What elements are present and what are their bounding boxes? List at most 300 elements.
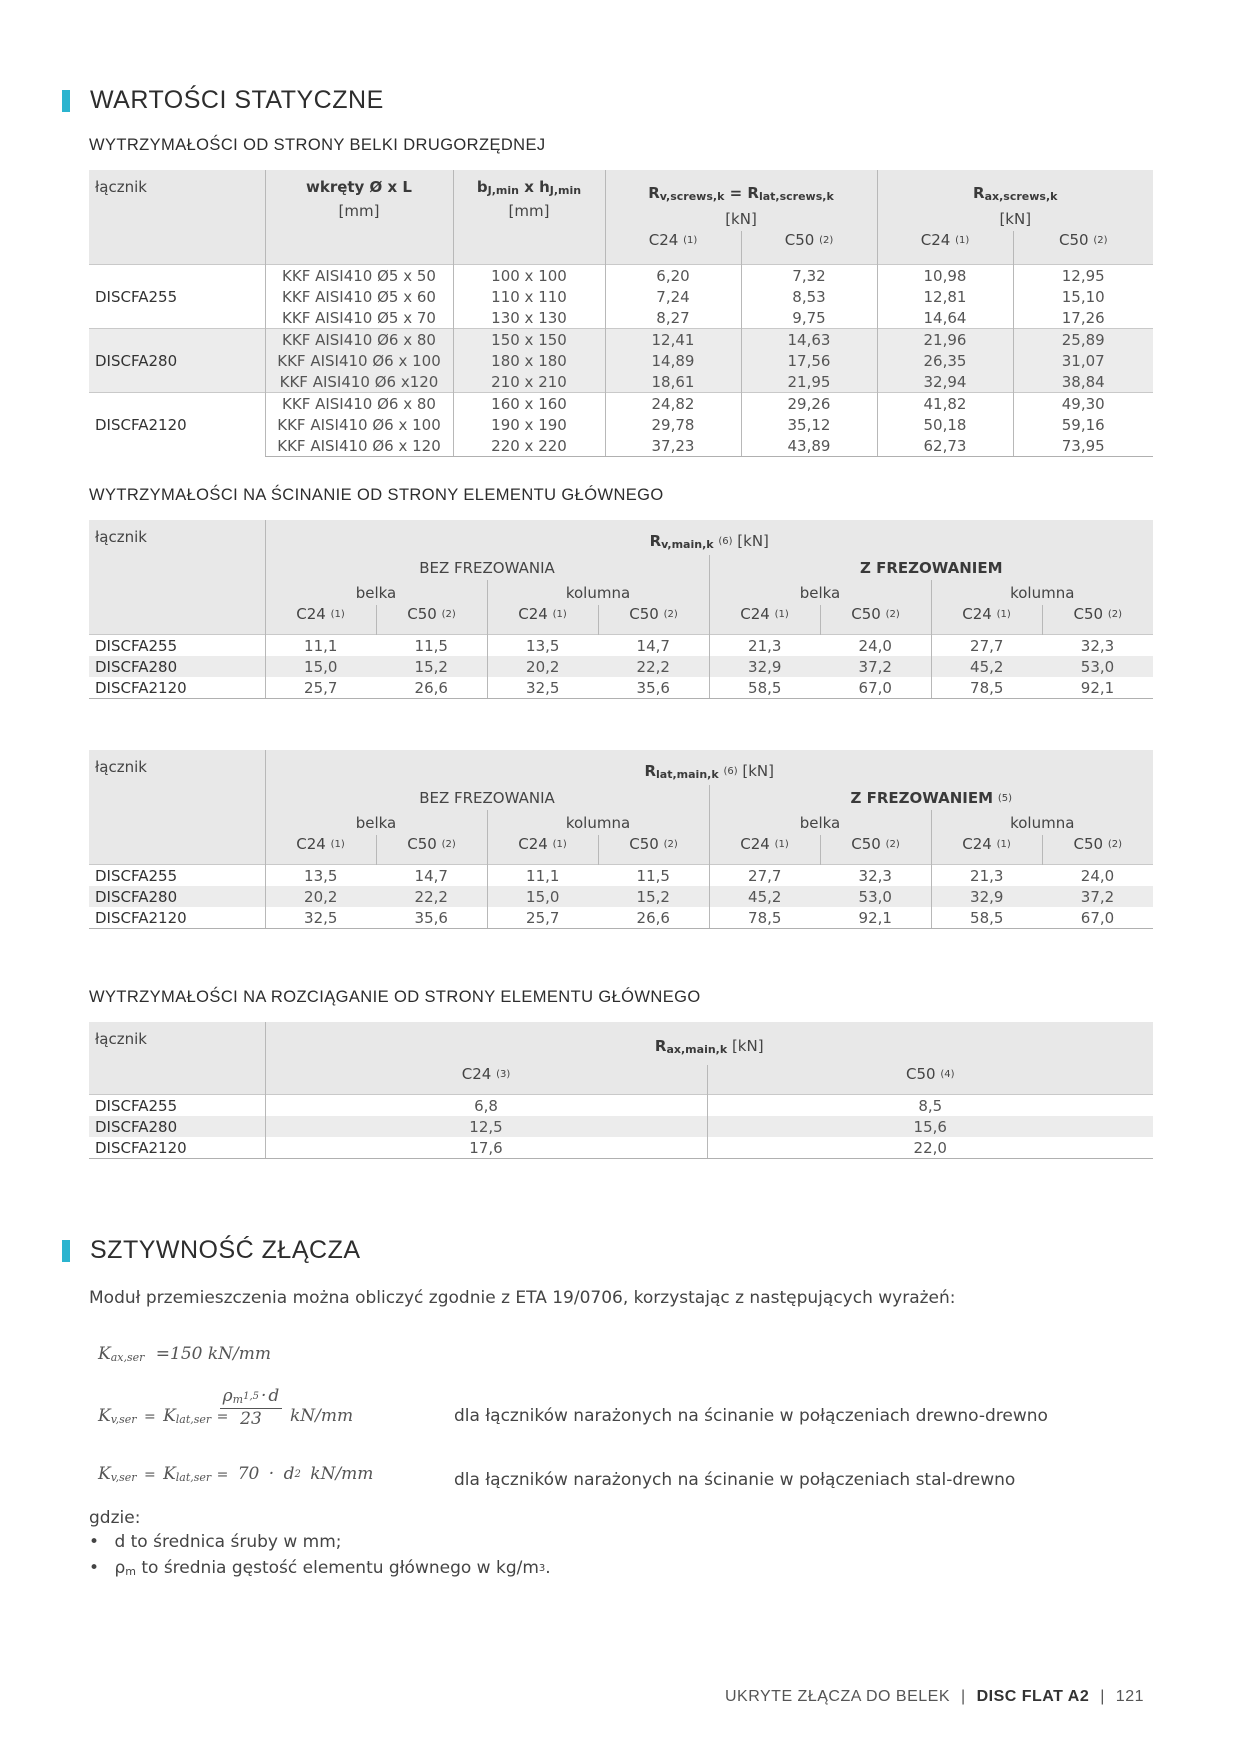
footer-product: DISC FLAT A2	[976, 1688, 1090, 1705]
table-cell: 12,81	[877, 286, 1013, 307]
f2-K2: K	[163, 1406, 176, 1426]
ref: (2)	[441, 838, 456, 850]
f2-fraction	[220, 1386, 282, 1429]
c24-label: C24	[518, 604, 548, 623]
col-c50	[1042, 605, 1153, 635]
f2-eq2: =	[216, 1409, 229, 1425]
table-cell: 10,98	[877, 265, 1013, 287]
col-header-connector: łącznik	[89, 1022, 265, 1095]
table-cell: 8,5	[707, 1095, 1153, 1117]
col-c24	[265, 605, 376, 635]
main-ref: (6)	[723, 765, 738, 777]
table-cell: 14,64	[877, 307, 1013, 329]
table-cell: 6,20	[605, 265, 741, 287]
table-cell: 41,82	[877, 393, 1013, 415]
table-cell: KKF AISI410 Ø6 x 120	[265, 435, 453, 457]
table-cell: 45,2	[709, 886, 820, 907]
c50-label: C50	[629, 834, 659, 853]
group-with-milling-label: Z FREZOWANIEM	[859, 558, 1003, 577]
table-cell: 38,84	[1013, 371, 1153, 393]
table-cell: 37,2	[1042, 886, 1153, 907]
table-cell: 45,2	[931, 656, 1042, 677]
table-row	[89, 886, 1153, 907]
table-cell: 25,7	[265, 677, 376, 699]
table-cell: 15,2	[376, 656, 487, 677]
f2-K: K	[98, 1406, 111, 1426]
col-header-connector: łącznik	[89, 170, 265, 265]
ref: (1)	[774, 608, 789, 620]
bullet2-end: .	[545, 1558, 551, 1578]
table-cell: KKF AISI410 Ø5 x 70	[265, 307, 453, 329]
bullet2-text	[114, 1558, 550, 1578]
ref: (2)	[885, 838, 900, 850]
table-cell: 110 x 110	[453, 286, 605, 307]
table-row	[89, 265, 1153, 287]
ref: (2)	[819, 235, 834, 247]
rho-sub: m	[125, 1565, 136, 1578]
table-cell: 35,6	[598, 677, 709, 699]
table-cell: 18,61	[605, 371, 741, 393]
c50-label: C50	[851, 604, 881, 623]
table-cell: 15,10	[1013, 286, 1153, 307]
f3-sub1: v,ser	[110, 1471, 137, 1484]
col-c50	[1042, 835, 1153, 865]
rax-unit: [kN]	[877, 207, 1153, 231]
ref: (1)	[552, 838, 567, 850]
connector-name: DISCFA2120	[89, 677, 265, 699]
ref: (1)	[996, 838, 1011, 850]
col-c24	[709, 605, 820, 635]
stiffness-intro: Moduł przemieszczenia można obliczyć zgodnie z ETA 19/0706, korzystając z następujących wyrażeń:	[89, 1288, 956, 1308]
table-cell: KKF AISI410 Ø6 x120	[265, 371, 453, 393]
rv-label	[648, 184, 834, 202]
connector-name: DISCFA2120	[89, 393, 265, 457]
main-sub: lat,main,k	[656, 767, 719, 781]
c50-label: C50	[784, 231, 815, 250]
col-c50	[376, 835, 487, 865]
member-beam: belka	[265, 810, 487, 835]
c24-label: C24	[461, 1064, 492, 1083]
table-cell: 22,2	[376, 886, 487, 907]
bj-x: x h	[518, 178, 550, 196]
bullet-item-density	[89, 1558, 551, 1578]
group-with-milling	[709, 555, 1153, 580]
c50-label: C50	[1073, 834, 1104, 853]
f3-const: 70	[237, 1464, 260, 1484]
ref: (2)	[1093, 235, 1108, 247]
col-c50	[820, 835, 931, 865]
ref: (1)	[774, 838, 789, 850]
c24-label: C24	[740, 604, 770, 623]
footer-section: UKRYTE ZŁĄCZA DO BELEK	[725, 1688, 950, 1705]
connector-name: DISCFA280	[89, 1116, 265, 1137]
table-cell: 59,16	[1013, 414, 1153, 435]
page-footer	[725, 1688, 1144, 1706]
rax-c24	[877, 231, 1013, 264]
f3-d: d	[283, 1464, 295, 1484]
table-cell: 150 x 150	[453, 329, 605, 351]
col-c24	[709, 835, 820, 865]
table-cell: 11,1	[265, 635, 376, 657]
table-cell: 92,1	[820, 907, 931, 929]
rv-main: R	[648, 183, 660, 202]
table-cell: 78,5	[931, 677, 1042, 699]
f2-rho-sub: m	[232, 1393, 244, 1406]
table-cell: 14,7	[376, 865, 487, 887]
table-cell: 7,32	[741, 265, 877, 287]
table-cell: 32,5	[487, 677, 598, 699]
f3-sup: 2	[294, 1469, 301, 1480]
member-beam: belka	[265, 580, 487, 605]
ref: (1)	[996, 608, 1011, 620]
ref: (2)	[663, 838, 678, 850]
table-cell: 9,75	[741, 307, 877, 329]
c24-label: C24	[920, 231, 951, 250]
main-unit: [kN]	[742, 761, 775, 780]
col-c24	[265, 1065, 707, 1095]
col-c50	[598, 835, 709, 865]
table1-title: WYTRZYMAŁOŚCI OD STRONY BELKI DRUGORZĘDNEJ	[89, 136, 546, 154]
c24-label: C24	[296, 604, 326, 623]
table-cell: 210 x 210	[453, 371, 605, 393]
formula2-note: dla łączników narażonych na ścinanie w połączeniach drewno-drewno	[454, 1406, 1048, 1426]
f3-K: K	[98, 1464, 111, 1484]
table-cell: 49,30	[1013, 393, 1153, 415]
rv-c24	[605, 231, 741, 264]
c24-label: C24	[648, 231, 679, 250]
main-R: R	[644, 761, 657, 780]
table-cell: 11,5	[598, 865, 709, 887]
col-c24	[265, 835, 376, 865]
group-without-milling: BEZ FREZOWANIA	[265, 785, 709, 810]
ref: (1)	[552, 608, 567, 620]
table-cell: 32,3	[820, 865, 931, 887]
section-title: WARTOŚCI STATYCZNE	[90, 86, 384, 114]
accent-bar	[62, 90, 70, 112]
rax-c50	[1013, 231, 1153, 264]
table-cell: 24,82	[605, 393, 741, 415]
table-cell: 13,5	[487, 635, 598, 657]
table-cell: 12,5	[265, 1116, 707, 1137]
table-cell: 15,0	[487, 886, 598, 907]
table-row	[89, 1095, 1153, 1117]
table-cell: 20,2	[487, 656, 598, 677]
table-row	[89, 865, 1153, 887]
bj-main: b	[476, 178, 488, 196]
rv-eq: = R	[724, 183, 759, 202]
table2-title: WYTRZYMAŁOŚCI NA ŚCINANIE OD STRONY ELEMENTU GŁÓWNEGO	[89, 486, 664, 504]
table-cell: 24,0	[820, 635, 931, 657]
table-cell: 58,5	[931, 907, 1042, 929]
c24-label: C24	[296, 834, 326, 853]
table-shear-main-element	[89, 520, 1153, 699]
section-heading-static-values	[62, 86, 384, 115]
bullet1-text: d to średnica śruby w mm;	[114, 1532, 342, 1552]
c24-label: C24	[740, 834, 770, 853]
table-cell: 21,95	[741, 371, 877, 393]
f1-K: K	[98, 1344, 111, 1364]
rv-c50	[741, 231, 877, 264]
table-header-row	[89, 1022, 1153, 1065]
table-header-row	[89, 520, 1153, 555]
ref: (1)	[330, 608, 345, 620]
rax-sub: ax,screws,k	[984, 189, 1058, 203]
member-column: kolumna	[931, 810, 1153, 835]
table4-title: WYTRZYMAŁOŚCI NA ROZCIĄGANIE OD STRONY ELEMENTU GŁÓWNEGO	[89, 988, 701, 1006]
table-cell: 26,6	[376, 677, 487, 699]
f3-eq: =	[143, 1467, 156, 1483]
table-cell: 29,78	[605, 414, 741, 435]
table-cell: 21,3	[709, 635, 820, 657]
group-with-milling	[709, 785, 1153, 810]
f2-sub2: lat,ser	[175, 1413, 212, 1426]
table-cell: 37,23	[605, 435, 741, 457]
c24-label: C24	[962, 834, 992, 853]
ref: (1)	[330, 838, 345, 850]
col-c24	[487, 605, 598, 635]
table-cell: 25,89	[1013, 329, 1153, 351]
table-cell: 67,0	[1042, 907, 1153, 929]
f3-sub2: lat,ser	[175, 1471, 212, 1484]
table-row	[89, 1116, 1153, 1137]
member-beam: belka	[709, 580, 931, 605]
formula-kv-wood-wood	[98, 1386, 398, 1446]
table-row	[89, 635, 1153, 657]
table-cell: KKF AISI410 Ø6 x 100	[265, 350, 453, 371]
f3-K2: K	[163, 1464, 176, 1484]
ref: (2)	[885, 608, 900, 620]
table-cell: 21,96	[877, 329, 1013, 351]
table-cell: 22,0	[707, 1137, 1153, 1159]
rho: ρ	[114, 1558, 126, 1578]
rv-sub1: v,screws,k	[659, 189, 725, 203]
c50-label: C50	[1058, 231, 1089, 250]
col-c50	[820, 605, 931, 635]
table-cell: 35,6	[376, 907, 487, 929]
formula-kv-steel-wood	[98, 1464, 373, 1484]
bullet-mark: •	[89, 1532, 100, 1552]
table-cell: 15,6	[707, 1116, 1153, 1137]
table-cell: 32,9	[709, 656, 820, 677]
c50-label: C50	[1073, 604, 1104, 623]
section-title: SZTYWNOŚĆ ZŁĄCZA	[90, 1236, 361, 1264]
f3-dot: ·	[268, 1464, 275, 1484]
bj-sub1: J,min	[487, 184, 519, 197]
table-cell: 24,0	[1042, 865, 1153, 887]
table-cell: 27,7	[931, 635, 1042, 657]
table-cell: 21,3	[931, 865, 1042, 887]
table-cell: 8,53	[741, 286, 877, 307]
member-column: kolumna	[487, 810, 709, 835]
table-cell: 22,2	[598, 656, 709, 677]
f1-sub: ax,ser	[110, 1351, 145, 1364]
table-cell: 100 x 100	[453, 265, 605, 287]
table-cell: 14,7	[598, 635, 709, 657]
table-cell: 43,89	[741, 435, 877, 457]
table-cell: 35,12	[741, 414, 877, 435]
formula-kax	[98, 1344, 271, 1364]
table-cell: 11,5	[376, 635, 487, 657]
table-cell: 32,94	[877, 371, 1013, 393]
table-cell: 50,18	[877, 414, 1013, 435]
ref: (2)	[1107, 608, 1122, 620]
col-header-main	[265, 750, 1153, 785]
rax-main-sub: ax,main,k	[666, 1043, 728, 1057]
ref: (2)	[1107, 838, 1122, 850]
table-cell: 20,2	[265, 886, 376, 907]
c24-label: C24	[518, 834, 548, 853]
group-with-milling-label: Z FREZOWANIEM	[850, 788, 994, 807]
connector-name: DISCFA2120	[89, 1137, 265, 1159]
section-heading-joint-stiffness	[62, 1236, 361, 1265]
col-c24	[487, 835, 598, 865]
table-cell: 180 x 180	[453, 350, 605, 371]
table-cell: 67,0	[820, 677, 931, 699]
f2-unit: kN/mm	[290, 1406, 354, 1426]
table-cell: 62,73	[877, 435, 1013, 457]
connector-name: DISCFA255	[89, 265, 265, 329]
table-cell: 78,5	[709, 907, 820, 929]
col-header-rv	[605, 170, 877, 207]
table-tension-main-element	[89, 1022, 1153, 1159]
col-c50	[707, 1065, 1153, 1095]
main-sub: v,main,k	[661, 537, 714, 551]
table-cell: 29,26	[741, 393, 877, 415]
connector-name: DISCFA255	[89, 865, 265, 887]
table-cell: 37,2	[820, 656, 931, 677]
table-cell: 27,7	[709, 865, 820, 887]
table-lateral-main-element	[89, 750, 1153, 929]
f2-d: d	[268, 1386, 280, 1406]
table-cell: 6,8	[265, 1095, 707, 1117]
table-cell: 73,95	[1013, 435, 1153, 457]
f2-eq: =	[143, 1409, 156, 1425]
table-cell: 32,5	[265, 907, 376, 929]
connector-name: DISCFA2120	[89, 907, 265, 929]
table-header-row	[89, 170, 1153, 207]
col-header-main	[265, 520, 1153, 555]
table-cell: 17,6	[265, 1137, 707, 1159]
main-ref: (6)	[718, 535, 733, 547]
table-row	[89, 329, 1153, 351]
table-cell: 8,27	[605, 307, 741, 329]
screws-label: wkręty Ø x L	[305, 178, 412, 196]
table-cell: 13,5	[265, 865, 376, 887]
table-secondary-beam-strength	[89, 170, 1153, 457]
table-cell: 7,24	[605, 286, 741, 307]
c50-label: C50	[629, 604, 659, 623]
table-header-row	[89, 750, 1153, 785]
f2-sub1: v,ser	[110, 1413, 137, 1426]
screws-unit: [mm]	[338, 202, 380, 220]
table-row	[89, 677, 1153, 699]
f1-rhs: =150 kN/mm	[155, 1344, 272, 1364]
ref: (1)	[955, 235, 970, 247]
f2-denominator: 23	[240, 1409, 262, 1429]
col-header-connector: łącznik	[89, 520, 265, 635]
main-R: R	[649, 531, 662, 550]
table-cell: 58,5	[709, 677, 820, 699]
col-header-bj	[453, 170, 605, 265]
member-beam: belka	[709, 810, 931, 835]
table-cell: 53,0	[820, 886, 931, 907]
table-cell: 12,41	[605, 329, 741, 351]
bullet-item-diameter	[89, 1532, 342, 1552]
table-cell: 92,1	[1042, 677, 1153, 699]
bullet2-body: to średnia gęstość elementu głównego w kg/m	[135, 1558, 539, 1578]
col-c24	[931, 605, 1042, 635]
table-cell: 26,35	[877, 350, 1013, 371]
table-cell: 130 x 130	[453, 307, 605, 329]
rax-main-label	[655, 1037, 727, 1055]
col-header-rax-main	[265, 1022, 1153, 1065]
connector-name: DISCFA280	[89, 656, 265, 677]
rax-main: R	[973, 183, 985, 202]
c24-label: C24	[962, 604, 992, 623]
table-cell: 190 x 190	[453, 414, 605, 435]
table-cell: 14,89	[605, 350, 741, 371]
table-cell: 26,6	[598, 907, 709, 929]
table-cell: 17,26	[1013, 307, 1153, 329]
table-cell: 160 x 160	[453, 393, 605, 415]
table-cell: 31,07	[1013, 350, 1153, 371]
table-cell: 12,95	[1013, 265, 1153, 287]
col-header-screws	[265, 170, 453, 265]
f2-rho: ρ	[222, 1386, 233, 1406]
page-number: 121	[1115, 1688, 1144, 1705]
bj-label	[454, 178, 605, 196]
connector-name: DISCFA280	[89, 329, 265, 393]
connector-name: DISCFA280	[89, 886, 265, 907]
main-label	[644, 762, 718, 780]
main-label	[650, 532, 714, 550]
main-unit: [kN]	[737, 531, 769, 550]
col-c50	[598, 605, 709, 635]
ref: (1)	[683, 235, 698, 247]
f3-unit: kN/mm	[310, 1464, 374, 1484]
table-row	[89, 907, 1153, 929]
member-column: kolumna	[487, 580, 709, 605]
bj-sub2: J,min	[549, 184, 582, 197]
c50-label: C50	[407, 834, 437, 853]
table-row	[89, 1137, 1153, 1159]
bullet-mark: •	[89, 1558, 100, 1578]
col-header-connector: łącznik	[89, 750, 265, 865]
f2-numerator	[220, 1386, 282, 1409]
table-cell: 15,0	[265, 656, 376, 677]
f3-eq2: =	[216, 1467, 229, 1483]
ref: (4)	[940, 1068, 955, 1080]
rv-unit: [kN]	[605, 207, 877, 231]
ref: (2)	[663, 608, 678, 620]
col-header-rax	[877, 170, 1153, 207]
connector-name: DISCFA255	[89, 635, 265, 657]
table-cell: 15,2	[598, 886, 709, 907]
accent-bar	[62, 1240, 70, 1262]
table-cell: KKF AISI410 Ø6 x 100	[265, 414, 453, 435]
table-cell: 14,63	[741, 329, 877, 351]
f2-dot: ·	[261, 1386, 267, 1406]
rv-sub2: lat,screws,k	[758, 189, 834, 203]
group-without-milling: BEZ FREZOWANIA	[265, 555, 709, 580]
table-cell: 11,1	[487, 865, 598, 887]
group-ref: (5)	[997, 792, 1012, 804]
table-cell: KKF AISI410 Ø6 x 80	[265, 393, 453, 415]
bj-unit: [mm]	[508, 202, 550, 220]
col-c24	[931, 835, 1042, 865]
table-cell: 32,9	[931, 886, 1042, 907]
table-row	[89, 393, 1153, 415]
